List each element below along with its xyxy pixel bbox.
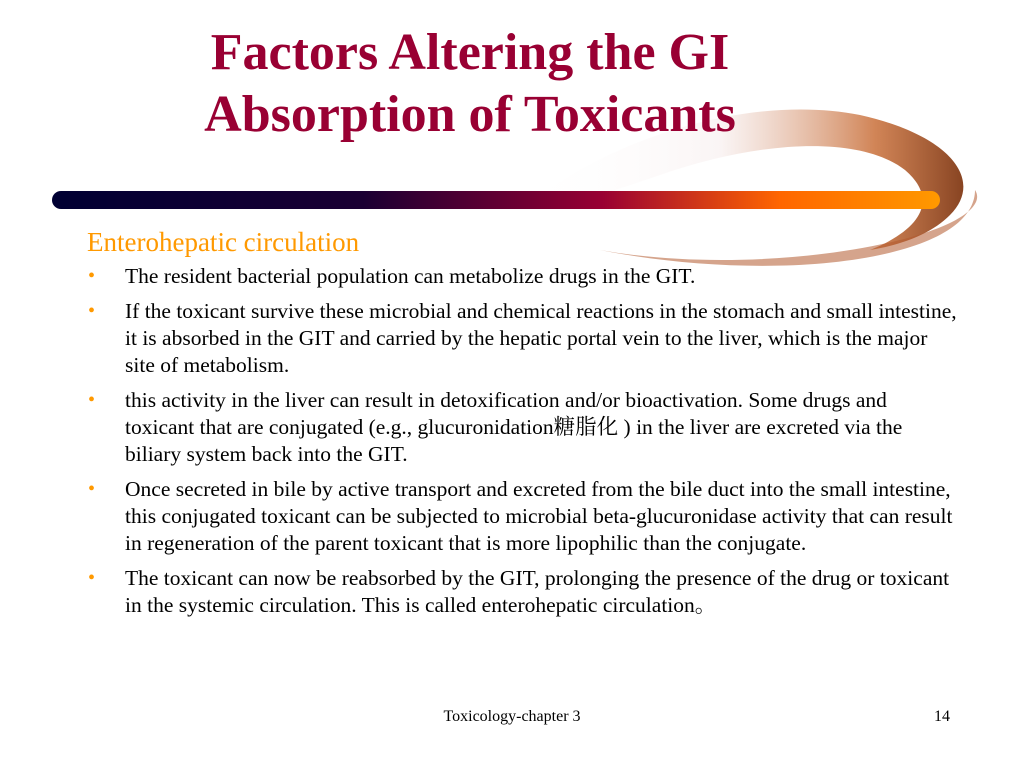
slide-title-line-2: Absorption of Toxicants	[204, 86, 736, 143]
bullet-icon: •	[88, 300, 96, 322]
bullet-text: The toxicant can now be reabsorbed by the GIT, prolonging the presence of the drug or toxicant in the systemic circulation. This is called enterohepatic circulation。	[125, 566, 950, 617]
bullet-icon: •	[88, 567, 96, 589]
bullet-text: The resident bacterial population can metabolize drugs in the GIT.	[125, 264, 696, 288]
bullet-item	[88, 565, 958, 619]
bullet-text: If the toxicant survive these microbial and chemical reactions in the stomach and small intestine, it is absorbed in the GIT and carried by the hepatic portal vein to the liver, which is the major site of metabolism.	[125, 299, 957, 377]
bullet-icon: •	[88, 389, 96, 411]
bullet-text: this activity in the liver can result in detoxification and/or bioactivation. Some drugs and toxicant that are conjugated (e.g., glucuronidation糖脂化 ) in the liver are excreted via the biliary system back into the GIT.	[125, 388, 903, 466]
slide-title-line-1: Factors Altering the GI	[210, 24, 730, 81]
bullet-item	[88, 387, 958, 468]
slide-title	[90, 22, 850, 146]
page-number: 14	[934, 708, 950, 725]
bullet-item	[88, 263, 958, 290]
bullet-icon: •	[88, 478, 96, 500]
bullet-item	[88, 298, 958, 379]
bullet-item	[88, 476, 958, 557]
footer-text: Toxicology-chapter 3	[443, 708, 581, 725]
section-heading: Enterohepatic circulation	[87, 227, 360, 257]
bullet-text: Once secreted in bile by active transport and excreted from the bile duct into the small intestine, this conjugated toxicant can be subjected to microbial beta-glucuronidase activity that can result in regeneration of the parent toxicant that is more lipophilic than the conjugate.	[125, 477, 953, 555]
bullet-icon: •	[88, 265, 96, 287]
bullet-list	[88, 263, 958, 627]
